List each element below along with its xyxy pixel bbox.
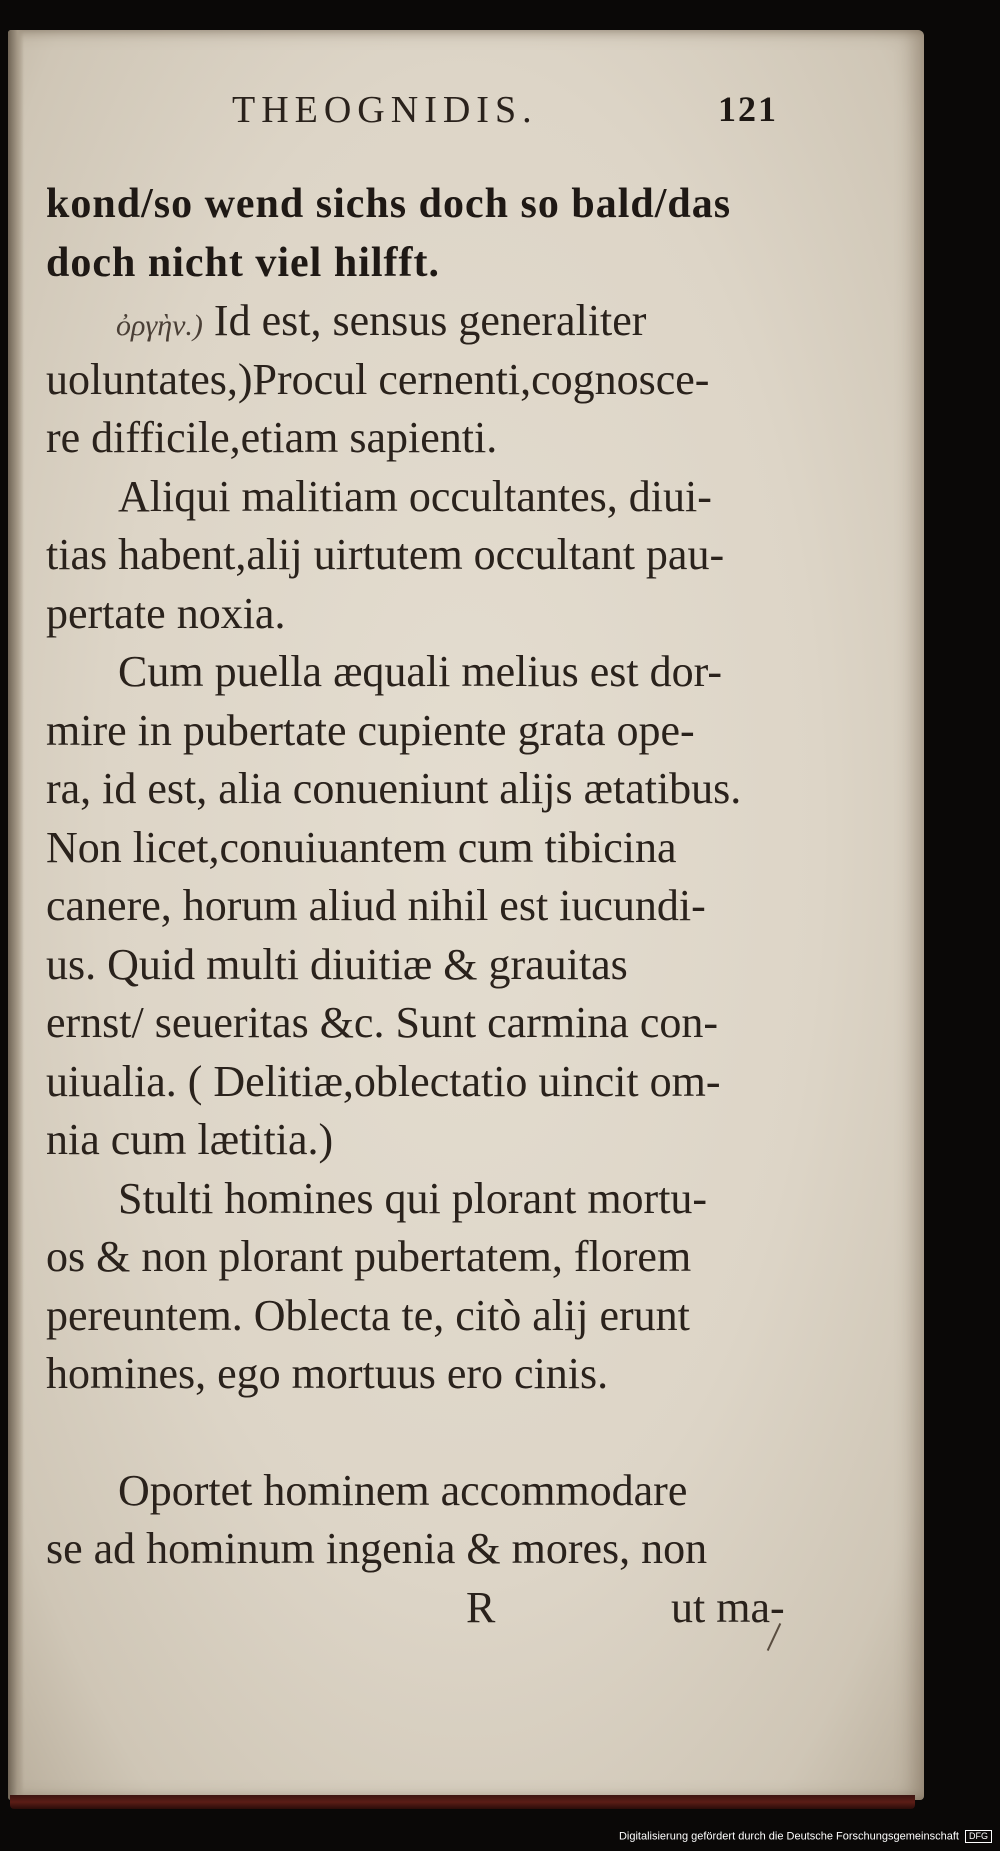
body-text	[46, 175, 786, 1637]
text-line: ernst/ seueritas &c. Sunt carmina con-	[46, 998, 719, 1047]
dfg-logo: DFG	[965, 1830, 992, 1843]
catchword: ut ma-	[671, 1582, 785, 1632]
text-line: uiualia. ( Delitiæ,oblectatio uincit om-	[46, 1056, 721, 1106]
paragraph-start-line: Aliqui malitiam occultantes, diui-	[118, 471, 712, 521]
credit-text: Digitalisierung gefördert durch die Deutsche Forschungsgemeinschaft	[618, 1830, 959, 1843]
text-line-rest: Id est, sensus generaliter	[202, 296, 647, 345]
running-title: THEOGNIDIS.	[232, 89, 538, 131]
text-line	[46, 292, 786, 351]
text-line: kond/so wend sichs doch so bald/das	[46, 181, 732, 227]
signature-mark: R	[466, 1582, 496, 1632]
text-line: doch nicht viel hilfft.	[46, 239, 441, 286]
text-line: tias habent,alij uirtutem occultant pau-	[46, 530, 725, 579]
red-page-edge	[10, 1795, 915, 1809]
text-line: mire in pubertate cupiente grata ope-	[46, 705, 695, 755]
page-header	[8, 88, 924, 148]
text-line: uoluntates,)Procul cernenti,cognosce-	[46, 354, 710, 404]
paragraph-gap	[46, 1404, 786, 1462]
text-line: ra, id est, alia conueniunt alijs ætatibus.	[46, 764, 742, 813]
paragraph-start-line: Stulti homines qui plorant mortu-	[118, 1173, 708, 1223]
paragraph-start-line: Oportet hominem accommodare	[118, 1465, 688, 1515]
text-line: re difficile,etiam sapienti.	[46, 413, 498, 462]
text-line: homines, ego mortuus ero cinis.	[46, 1349, 609, 1398]
digitization-credit	[619, 1830, 992, 1843]
text-line: pereuntem. Oblecta te, citò alij erunt	[46, 1290, 690, 1340]
signature-line	[46, 1579, 786, 1638]
page-number: 121	[718, 89, 778, 129]
greek-word: ὀργὴν.)	[116, 309, 203, 342]
text-line: nia cum lætitia.)	[46, 1115, 334, 1164]
text-line: os & non plorant pubertatem, florem	[46, 1232, 692, 1281]
page-spine-shadow	[8, 30, 24, 1800]
text-line: canere, horum aliud nihil est iucundi-	[46, 881, 706, 930]
paragraph-start-line: Cum puella æquali melius est dor-	[118, 647, 723, 696]
text-line: Non licet,conuiuantem cum tibicina	[46, 822, 677, 872]
text-line: se ad hominum ingenia & mores, non	[46, 1524, 708, 1573]
text-line: pertate noxia.	[46, 588, 286, 638]
book-page	[8, 30, 924, 1800]
text-line: us. Quid multi diuitiæ & grauitas	[46, 939, 628, 989]
